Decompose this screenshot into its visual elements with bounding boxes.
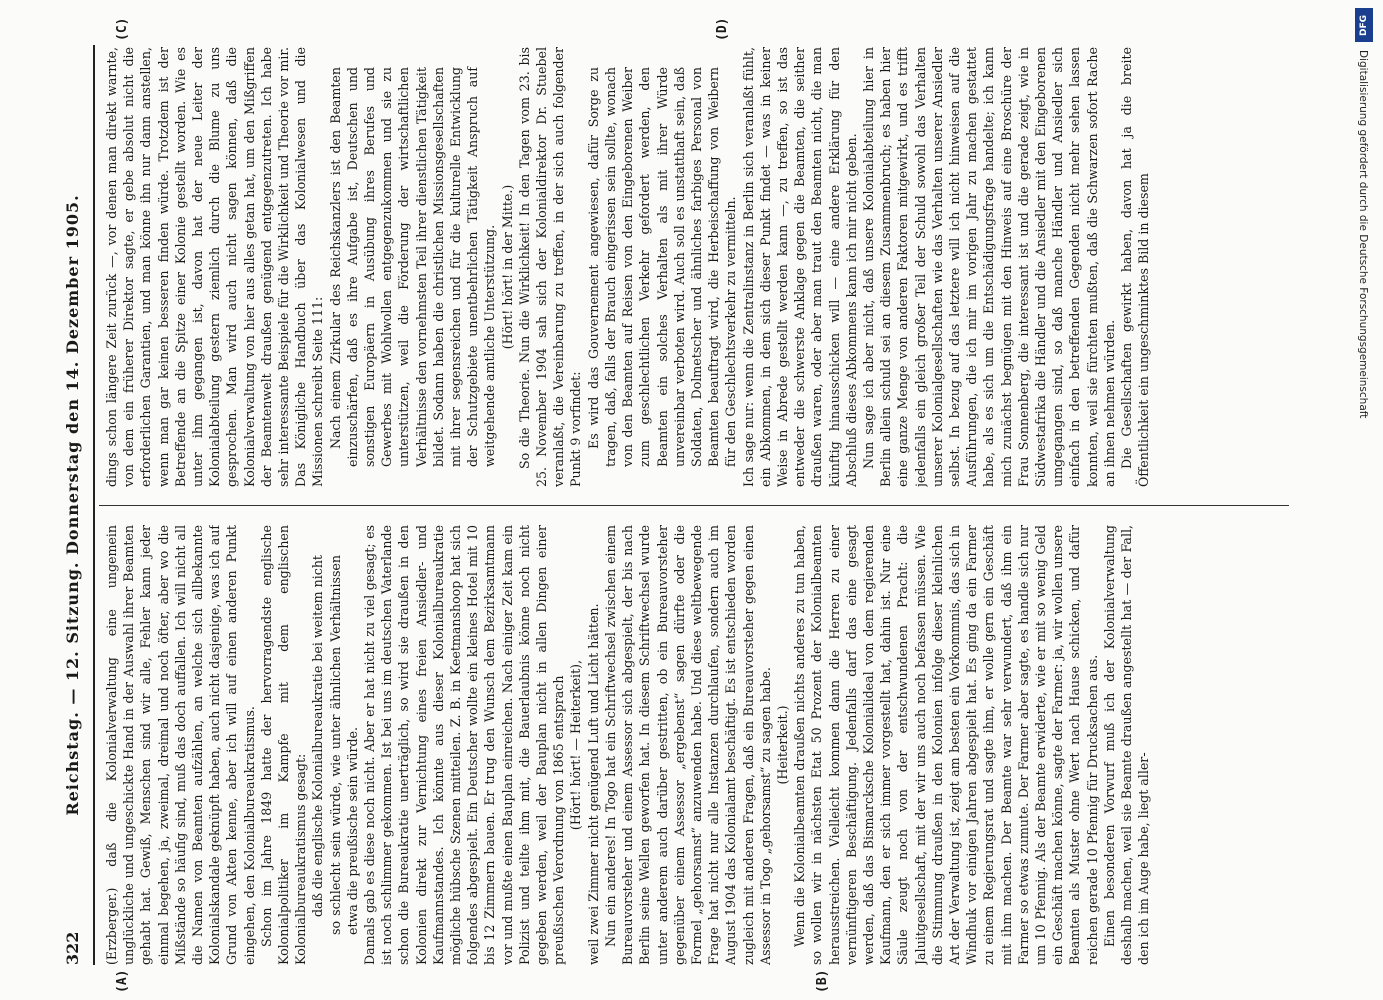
paragraph: Nun ein anderes! In Togo hat ein Schriftwechsel zwischen einem Bureauvorsteher und einem Assessor sich abgespielt, der bis nach Berlin seine Wellen geworfen hat. In diesem Schriftwechsel wurde unter anderem auch darüber gestritten, ob ein Bureauvorsteher gegenüber einem Assessor „ergebenst“ sagen dürfte oder die Formel „gehorsamst“ anzuwenden habe. Und diese weltbewegende Frage hat nicht nur alle Instanzen durchlaufen, sondern auch im August 1904 das Kolonialamt beschäftigt. Es ist entschieden worden zugleich mit anderen Fragen, daß ein Bureauvorsteher gegen einen Assessor in Togo „gehorsamst“ zu sagen habe. bbox=[602, 525, 773, 965]
header-rule bbox=[93, 45, 95, 965]
footer-credit-text: Digitalisierung gefördert durch die Deutsche Forschungsgemeinschaft bbox=[1357, 50, 1369, 419]
paragraph: So die Theorie. Nun die Wirklichkeit! In den Tagen vom 23. bis 25. November 1904 sah sich der Kolonialdirektor Dr. Stuebel veranlaßt, die Vereinbarung zu treffen, in der sich auch folgender Punkt 9 vorfindet: bbox=[516, 47, 584, 487]
text-column-right bbox=[103, 47, 1293, 487]
paragraph: Schon im Jahre 1849 hatte der hervorragendste englische Kolonialpolitiker im Kampfe mit dem englischen Kolonialbureaukratismus gesagt: bbox=[258, 525, 309, 965]
margin-marker-a: (A) bbox=[115, 969, 130, 993]
paragraph: Wenn die Kolonialbeamten draußen nichts anderes zu tun haben, so wollen wir in nächsten Etat 50 Prozent der Kolonialbeamten herausstreichen. Vielleicht kommen dann die Herren zu einer vernünftigeren Beschäftigung. Jedenfalls darf das eine gesagt werden, daß das Bismarcksche Kolonialideal von dem regierenden Kaufmann, den er sich immer vorgestellt hat, dahin ist. Nur eine Säule zeugt noch von der entschwundenen Pracht: die Jaluitgesellschaft, mit der wir uns auch noch befassen müssen. Wie die Stimmung draußen in den Kolonien infolge dieser kleinlichen Art der Verwaltung ist, zeigt am besten ein Vorkommnis, das sich in Windhuk vor einigen Jahren abgespielt hat. Es ging da ein Farmer zu einem Regierungsrat und sagte ihm, er wolle gern ein Geschäft mit ihm machen. Der Beamte war sehr verwundert, daß ihm ein Farmer so etwas zumute. Der Farmer aber sagte, es handle sich nur um 10 Pfennig. Als der Beamte erwiderte, wie er mit so wenig Geld ein Geschäft machen könne, sagte der Farmer: ja, wir wollen unsere Beamten als Muster ohne Wert nach Hause schicken, und dafür reichen gerade 10 Pfennig für Drucksachen aus. bbox=[792, 525, 1100, 965]
paragraph: weil zwei Zimmer nicht genügend Luft und Licht hätten. bbox=[585, 603, 601, 965]
footer-credit bbox=[1351, 50, 1375, 990]
rotated-page-content bbox=[55, 17, 1305, 993]
quote-paragraph: Nach einem Zirkular des Reichskanzlers ist den Beamten einzuschärfen, daß es ihre Aufgabe ist, Deutschen und sonstigen Europäern in Ausübung ihres Berufes und Gewerbes mit Wohlwollen entgegenzukommen und sie zu unterstützen, weil die Förderung der wirtschaftlichen Verhältnisse den vornehmsten Teil ihrer dienstlichen Tätigkeit bildet. Sodann haben die christlichen Missionsgesellschaften mit ihrer segensreichen und für die kulturelle Entwicklung der Schutzgebiete unentbehrlichen Tätigkeit Anspruch auf weitgehende amtliche Unterstützung. bbox=[327, 67, 498, 467]
paragraph: Nun sage ich aber nicht, daß unsere Kolonialabteilung hier in Berlin allein schuld sei an diesem Zusammenbruch; es haben hier eine ganze Menge von anderen Faktoren mitgewirkt, und es trifft jedenfalls ein gleich großer Teil der Schuld sowohl das Verhalten unserer Kolonialgesellschaften wie das Verhalten unserer Ansiedler selbst. In bezug auf das letztere will ich nicht hinweisen auf die Ausführungen, die ich mir im vorigen Jahr zu machen gestattet habe, als es sich um die Entschädigungsfrage handelte; ich kann mich zunächst begnügen mit den Hinweis auf eine Broschüre der Frau Sonnenberg, die interessant ist und die gerade zeigt, wie in Südwestafrika die Händler und die Ansiedler mit den Eingeborenen umgegangen sind, so daß manche Händler und Ansiedler sich einfach in den betreffenden Gegenden nicht mehr sehen lassen konnten, weil sie fürchten mußten, daß die Schwarzen sofort Rache an ihnen nehmen würden. bbox=[860, 47, 1117, 487]
column-separator bbox=[99, 505, 1289, 506]
text-column-left bbox=[103, 525, 1293, 965]
interjection: (Hört! hört! in der Mitte.) bbox=[499, 184, 515, 350]
paragraph: Ich sage nur: wenn die Zentralinstanz in Berlin sich veranlaßt fühlt, ein Abkommen, in dem sich dieser Punkt findet — was in keiner Weise in Abrede gestellt werden kann —, zu treffen, so ist das entweder die schwerste Anklage gegen die Beamten, die seither draußen waren, oder aber man traut den Beamten nicht, die man künftig hinausschicken will — eine andere Erklärung für den Abschluß dieses Abkommens kann ich mir nicht geben. bbox=[740, 47, 859, 487]
paragraph: Damals gab es diese noch nicht. Aber er hat nicht zu viel gesagt; es ist noch schlimmer gekommen. Ist bei uns im deutschen Vaterlande schon die Bureaukratie unerträglich, so wird sie draußen in den Kolonien direkt zur Vernichtung eines freien Ansiedler- und Kaufmannstandes. Ich könnte aus dieser Kolonialbureaukratie mögliche hübsche Szenen mitteilen. Z. B. in Keetmanshoop hat sich folgendes abgespielt. Ein Deutscher wollte ein kleines Hotel mit 10 bis 12 Zimmern bauen. Er trug den Wunsch dem Bezirksamtmann vor und mußte einen Bauplan einreichen. Nach einiger Zeit kam ein Polizist und teilte ihm mit, die Bauerlaubnis könne noch nicht gegeben werden, weil der Bauplan nicht in allen Dingen einer preußischen Verordnung von 1865 entsprach bbox=[362, 525, 567, 965]
interjection: (Heiterkeit.) bbox=[774, 705, 790, 785]
paragraph: (Erzberger.) daß die Kolonialverwaltung eine ungemein unglückliche und ungeschickte Hand in der Auswahl ihrer Beamten gehabt hat. Gewiß, Menschen sind wir alle, Fehler kann jeder einmal begehen, ja, zweimal, dreimal und noch öfter, aber wo die Mißstände so häufig sind, muß das doch auffallen. Ich will nicht all die Namen von Beamten aufzählen, an welche sich allbekannte Kolonialskandale geknüpft haben, auch nicht dasjenige, was ich auf Grund von Akten kenne, aber ich will auf einen anderen Punkt eingehen, den Kolonialbureaukratismus. bbox=[104, 525, 257, 965]
dfg-logo: DFG bbox=[1355, 8, 1373, 42]
page-number: 322 bbox=[63, 931, 82, 965]
margin-marker-b: (B) bbox=[815, 969, 830, 993]
page-header bbox=[55, 45, 95, 965]
quote-paragraph: Es wird das Gouvernement angewiesen, dafür Sorge zu tragen, daß, falls der Brauch eingerissen sein sollte, wonach von den Beamten auf Reisen von den Eingeborenen Weiber zum geschlechtlichen Verkehr gefordert werden, den Beamten ein solches Verhalten als mit ihrer Würde unvereinbar verboten wird. Auch soll es unstatthaft sein, daß Soldaten, Dolmetscher und ähnliches farbiges Personal von Beamten beauftragt wird, die Herbeischaffung von Weibern für den Geschlechtsverkehr zu vermitteln. bbox=[585, 67, 739, 467]
interjection: (Hört! hört! — Heiterkeit), bbox=[568, 659, 584, 831]
page-title: Reichstag. — 12. Sitzung. Donnerstag den 14. Dezember 1905. bbox=[63, 194, 82, 816]
margin-marker-d: (D) bbox=[715, 17, 730, 41]
paragraph: Einen besonderen Vorwurf muß ich der Kolonialverwaltung deshalb machen, weil sie Beamte draußen angestellt hat — der Fall, den ich im Auge habe, liegt aller- bbox=[1101, 525, 1152, 965]
paragraph: dings schon längere Zeit zurück —, vor denen man direkt warnte, von dem ein früherer Direktor sagte, er gebe absolut nicht die erforderlichen Garantien, und man könne ihn nur dann anstellen, wenn man gar keinen besseren finden würde. Trotzdem ist der Betreffende an die Spitze einer Kolonie gestellt worden. Wie es unter ihm gegangen ist, davon hat der neue Leiter der Kolonialabteilung gestern ziemlich durch die Blume zu uns gesprochen. Man wird auch nicht sagen können, daß die Kolonialverwaltung von hier aus alles getan hat, um den Mißgriffen der Beamtenwelt draußen genügend entgegenzutreten. Ich habe sehr interessante Beispiele für die Wirklichkeit und Theorie vor mir. Das Königliche Handbuch über das Kolonialwesen und die Missionen schreibt Seite 111: bbox=[104, 47, 326, 487]
paragraph: Die Gesellschaften gewirkt haben, davon hat ja die breite Öffentlichkeit ein ungeschminktes Bild in diesem bbox=[1118, 47, 1152, 487]
margin-marker-c: (C) bbox=[115, 17, 130, 41]
quote-paragraph: daß die englische Kolonialbureaukratie bei weitem nicht so schlecht sein würde, wie unter ähnlichen Verhältnissen etwa die preußische sein würde. bbox=[310, 555, 360, 935]
